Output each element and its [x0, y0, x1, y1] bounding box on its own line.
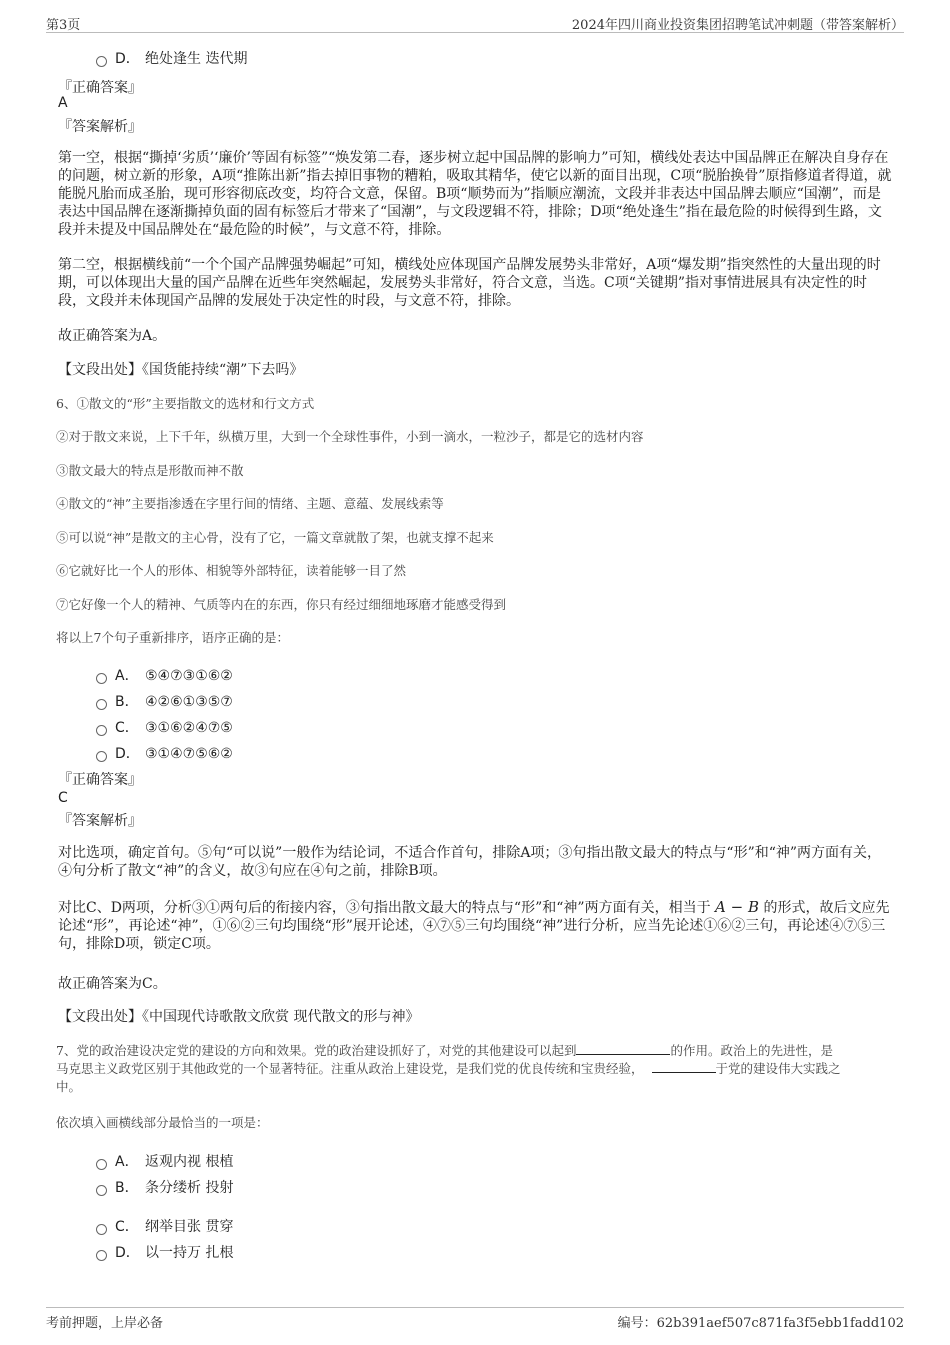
q7-option-a[interactable]: A． 返观内视 根植	[96, 1151, 233, 1171]
radio-icon[interactable]	[96, 1185, 107, 1196]
source-citation: 【文段出处】《国货能持续“潮”下去吗》	[58, 362, 304, 378]
sentence-item: ③散文最大的特点是形散而神不散	[56, 463, 244, 478]
conclusion: 故正确答案为C。	[58, 976, 167, 992]
q7-option-c[interactable]: C． 纲举目张 贯穿	[96, 1216, 233, 1236]
fill-blank	[576, 1042, 670, 1055]
radio-icon[interactable]	[96, 699, 107, 710]
q5-option-d[interactable]: D． 绝处逢生 迭代期	[96, 48, 247, 68]
document-id: 编号：62b391aef507c871fa3f5ebb1fadd102	[617, 1316, 904, 1331]
answer-label: 『正确答案』	[58, 80, 142, 96]
q7-option-b[interactable]: B． 条分缕析 投射	[96, 1177, 233, 1197]
analysis-label: 『答案解析』	[58, 119, 142, 135]
page-number: 第3页	[46, 18, 81, 33]
analysis-paragraph: 第二空，根据横线前“一个个国产品牌强势崛起”可知，横线处应体现国产品牌发展势头非常好，A项“爆发期”指突然性的大量出现的时期，可以体现出大量的国产品牌在近些年突然崛起，发展势头非常好，符合文意，当选。C项“关键期”指对事情进展具有决定性的时段，文段并未体现国产品牌的发展处于决定性的时段，与文意不符，排除。	[58, 257, 881, 309]
q7-option-d[interactable]: D． 以一持万 扎根	[96, 1242, 233, 1262]
math-formula: A − B	[715, 898, 759, 916]
q6-option-d[interactable]: D． ③①④⑦⑤⑥②	[96, 743, 233, 763]
sentence-item: ④散文的“神”主要指渗透在字里行间的情绪、主题、意蕴、发展线索等	[56, 496, 444, 511]
page-header	[46, 14, 904, 33]
footer-slogan: 考前押题，上岸必备	[46, 1316, 164, 1331]
radio-icon[interactable]	[96, 751, 107, 762]
radio-icon[interactable]	[96, 673, 107, 684]
sentence-item: ⑥它就好比一个人的形体、相貌等外部特征，读着能够一目了然	[56, 563, 407, 578]
sentence-item: ⑦它好像一个人的精神、气质等内在的东西，你只有经过细细地琢磨才能感受得到	[56, 597, 507, 612]
answer-value: A	[58, 95, 68, 111]
fill-blank	[652, 1060, 716, 1073]
radio-icon[interactable]	[96, 1159, 107, 1170]
page-footer	[46, 1307, 904, 1329]
source-citation: 【文段出处】《中国现代诗歌散文欣赏 现代散文的形与神》	[58, 1009, 420, 1025]
question-prompt: 将以上7个句子重新排序，语序正确的是：	[56, 630, 289, 645]
analysis-label: 『答案解析』	[58, 813, 142, 829]
conclusion: 故正确答案为A。	[58, 328, 167, 344]
radio-icon[interactable]	[96, 56, 107, 67]
question-stem: 7、党的政治建设决定党的建设的方向和效果。党的政治建设抓好了，对党的其他建设可以起到 的作用。政治上的先进性，是 马克思主义政党区别于其他政党的一个显著特征。注重从政治上建设党，是我们党的优良传统和宝贵经验， 于党的建设伟大实践之 中。	[56, 1043, 841, 1094]
radio-icon[interactable]	[96, 1250, 107, 1261]
analysis-paragraph: 第一空，根据“撕掉‘劣质’‘廉价’等固有标签”“焕发第二春，逐步树立起中国品牌的影响力”可知，横线处表达中国品牌正在解决自身存在的问题，树立新的形象，A项“推陈出新”指去掉旧事物的糟粕，吸取其精华，使它以新的面目出现，C项“脱胎换骨”原指修道者得道，就能脱凡胎而成圣胎，现可形容彻底改变，均符合文意，保留。B项“顺势而为”指顺应潮流，文段并非表达中国品牌去顺应“国潮”，而是表达中国品牌在逐渐撕掉负面的固有标签后才带来了“国潮”，与文段逻辑不符，排除；D项“绝处逢生”指在最危险的时候得到生路，文段并未提及中国品牌处在“最危险的时候”，与文意不符，排除。	[58, 150, 892, 238]
answer-value: C	[58, 790, 68, 806]
q6-option-a[interactable]: A． ⑤④⑦③①⑥②	[96, 665, 233, 685]
analysis-paragraph: 对比选项，确定首句。⑤句“可以说”一般作为结论词，不适合作首句，排除A项；③句指出散文最大的特点与“形”和“神”两方面有关，④句分析了散文“神”的含义，故③句应在④句之前，排除B项。	[58, 845, 882, 879]
document-title: 2024年四川商业投资集团招聘笔试冲刺题（带答案解析）	[571, 18, 904, 33]
q6-option-c[interactable]: C． ③①⑥②④⑦⑤	[96, 717, 233, 737]
sentence-item: ⑤可以说“神”是散文的主心骨，没有了它，一篇文章就散了架，也就支撑不起来	[56, 530, 494, 545]
radio-icon[interactable]	[96, 725, 107, 736]
analysis-paragraph: 对比C、D两项，分析③①两句后的衔接内容，③句指出散文最大的特点与“形”和“神”两方面有关，相当于 A − B 的形式，故后文应先论述“形”，再论述“神”，①⑥②三句均围绕“形”展开论述，④⑦⑤三句均围绕“神”进行分析，应当先论述①⑥②三句，再论述④⑦⑤三句，排除D项，锁定C项。	[58, 898, 890, 952]
question-prompt: 依次填入画横线部分最恰当的一项是：	[56, 1115, 269, 1130]
answer-label: 『正确答案』	[58, 772, 142, 788]
radio-icon[interactable]	[96, 1224, 107, 1235]
q6-option-b[interactable]: B． ④②⑥①③⑤⑦	[96, 691, 233, 711]
sentence-item: ②对于散文来说，上下千年，纵横万里，大到一个全球性事件，小到一滴水，一粒沙子，都是它的选材内容	[56, 429, 644, 444]
question-stem: 6、①散文的“形”主要指散文的选材和行文方式	[56, 396, 315, 411]
